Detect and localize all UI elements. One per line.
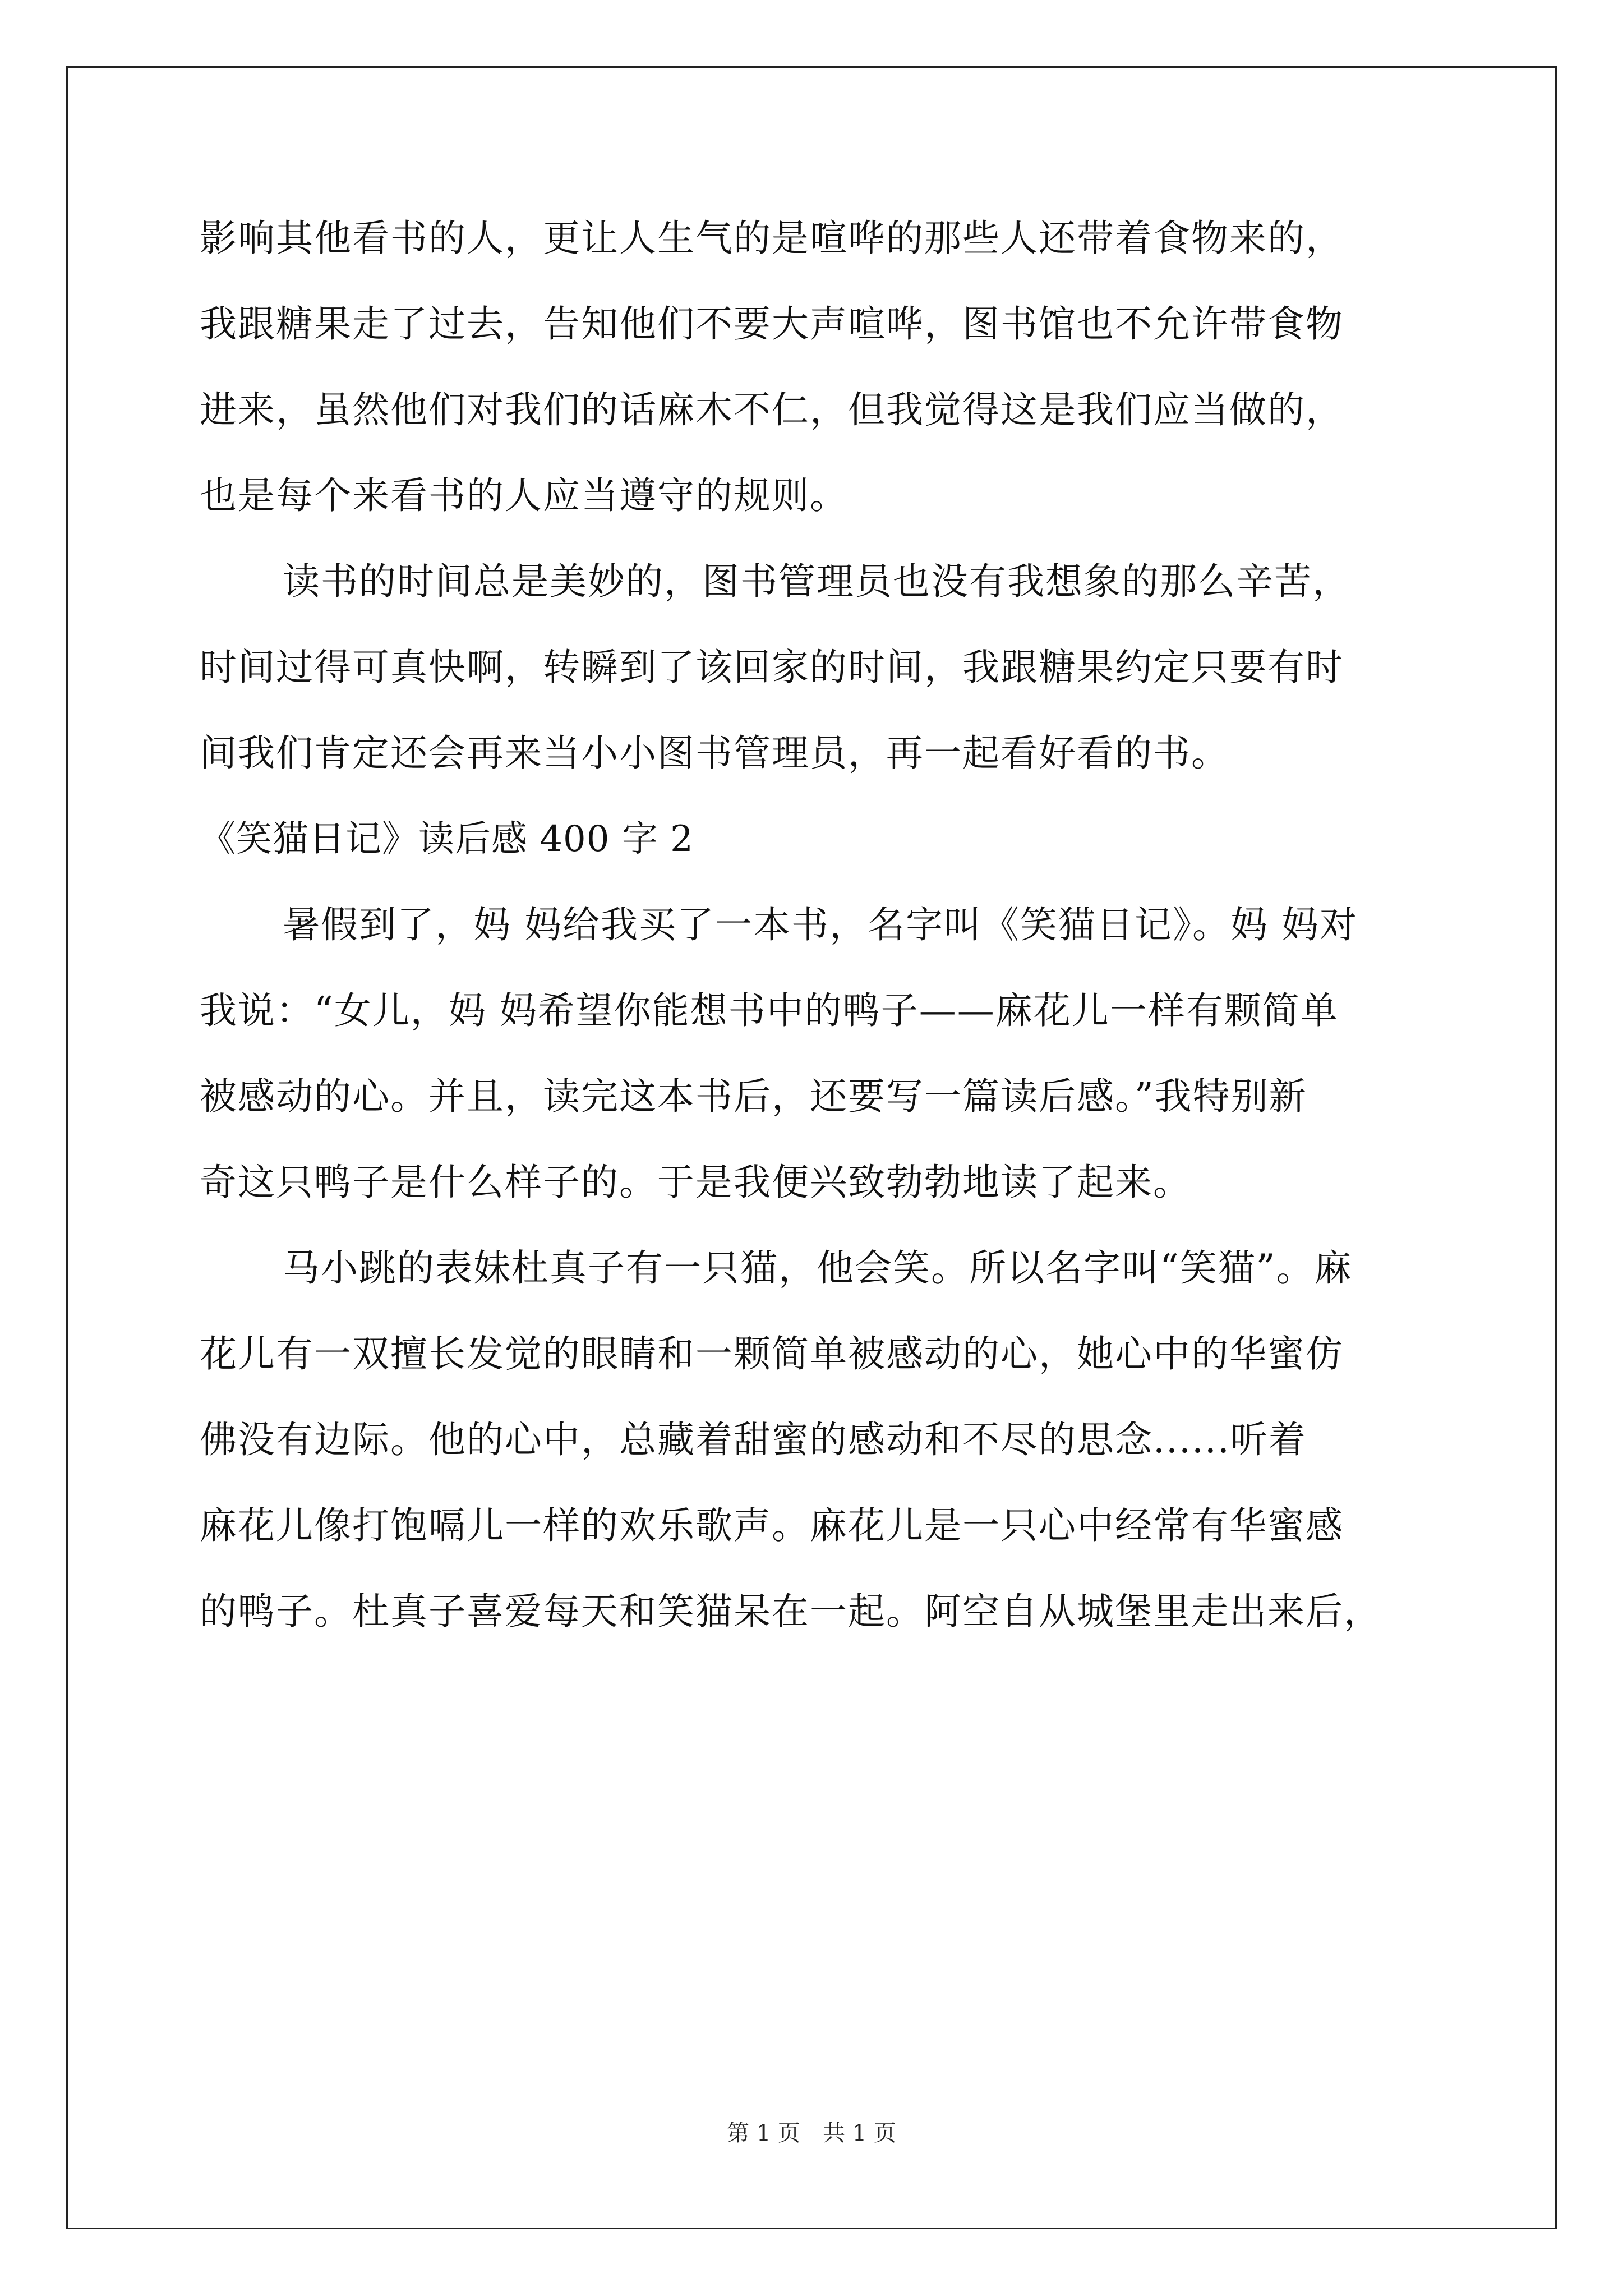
text-line: 也是每个来看书的人应当遵守的规则。 — [200, 474, 848, 517]
paragraph-start-line: 马小跳的表妹杜真子有一只猫，他会笑。所以名字叫“笑猫”。麻 — [283, 1246, 1353, 1290]
text-line: 间我们肯定还会再来当小小图书管理员，再一起看好看的书。 — [200, 731, 1229, 775]
text-line: 花儿有一双擅长发觉的眼睛和一颗简单被感动的心，她心中的华蜜仿 — [200, 1332, 1344, 1375]
section-heading: 《笑猫日记》读后感 400 字 2 — [200, 818, 694, 860]
text-line: 影响其他看书的人，更让人生气的是喧哗的那些人还带着食物来的， — [200, 217, 1344, 260]
text-line: 我跟糖果走了过去，告知他们不要大声喧哗，图书馆也不允许带食物 — [200, 302, 1344, 346]
document-body — [200, 213, 1433, 1672]
text-line: 佛没有边际。他的心中，总藏着甜蜜的感动和不尽的思念......听着 — [200, 1418, 1307, 1461]
paragraph-start-line: 读书的时间总是美妙的，图书管理员也没有我想象的那么辛苦， — [283, 560, 1350, 603]
text-line: 时间过得可真快啊，转瞬到了该回家的时间，我跟糖果约定只要有时 — [200, 646, 1344, 689]
text-line: 麻花儿像打饱嗝儿一样的欢乐歌声。麻花儿是一只心中经常有华蜜感 — [200, 1504, 1344, 1547]
text-line: 的鸭子。杜真子喜爱每天和笑猫呆在一起。阿空自从城堡里走出来后， — [200, 1590, 1382, 1633]
paragraph-start-line: 暑假到了，妈 妈给我买了一本书，名字叫《笑猫日记》。妈 妈对 — [283, 903, 1358, 946]
text-line: 进来，虽然他们对我们的话麻木不仁，但我觉得这是我们应当做的， — [200, 388, 1344, 431]
text-line: 被感动的心。并且，读完这本书后，还要写一篇读后感。”我特别新 — [200, 1075, 1307, 1118]
page-number-footer: 第 1 页 共 1 页 — [727, 2120, 896, 2146]
text-line: 奇这只鸭子是什么样子的。于是我便兴致勃勃地读了起来。 — [200, 1161, 1191, 1204]
text-line: 我说：“女儿，妈 妈希望你能想书中的鸭子——麻花儿一样有颗简单 — [200, 989, 1339, 1032]
